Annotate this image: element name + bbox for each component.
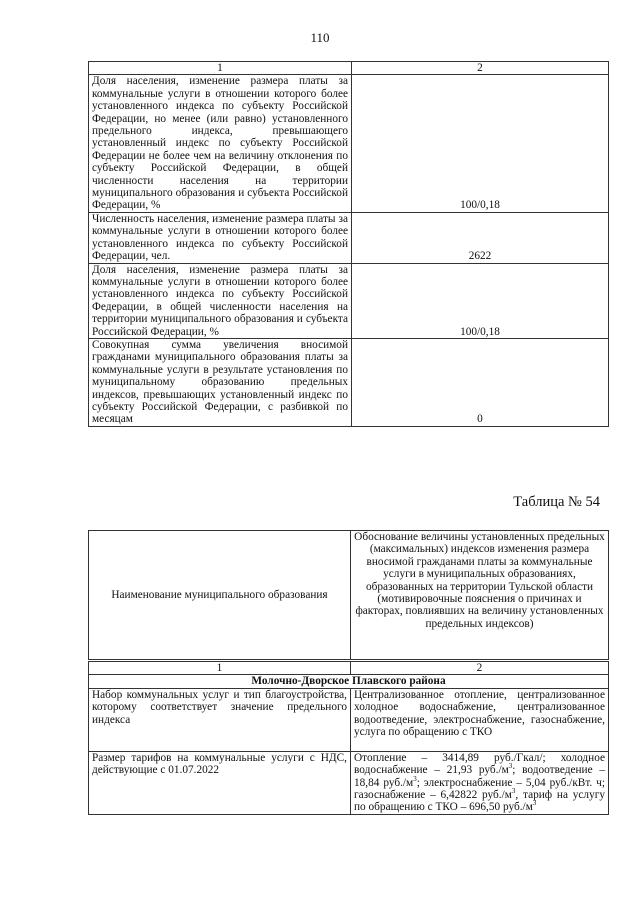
header-justification: Обоснование величины установленных предельных (максимальных) индексов изменения размера вносимой гражданами платы за коммунальные услуги в муниципальных образованиях, образованных на территории Тульской области (мотивировочные пояснения о причинах и факторах, повлиявших на величину установленных предельных индексов) [351, 531, 609, 661]
row-value: 100/0,18 [352, 263, 609, 338]
table-row [89, 212, 609, 263]
table-header-row [89, 531, 609, 661]
page-number: 110 [310, 30, 330, 45]
row-label: Численность населения, изменение размера платы за коммунальные услуги в отношении которого более установленного индекса по субъекту Российской Федерации, чел. [89, 212, 352, 263]
row-label: Доля населения, изменение размера платы за коммунальные услуги в отношении которого более установленного индекса по субъекту Российской Федерации, в общей численности населения на территории муниципального образования и субъекта Российской Федерации, % [89, 263, 352, 338]
column-header: 2 [351, 661, 609, 675]
region-name: Молочно-Дворское Плавского района [89, 675, 609, 688]
tariff-gas: газоснабжение – 6,42822 руб./м [354, 789, 512, 802]
region-row [89, 675, 609, 688]
row-label: Размер тарифов на коммунальные услуги с НДС, действующие с 01.07.2022 [89, 751, 351, 814]
tariff-electricity: электроснабжение – 5,04 руб./кВт. ч; [423, 776, 605, 789]
column-header: 1 [89, 62, 352, 75]
row-value: 0 [352, 338, 609, 426]
indicators-table [88, 61, 609, 427]
column-header: 2 [352, 62, 609, 75]
tariff-tko: тариф на услугу по обращению с ТКО – 696,50 руб./м [354, 789, 605, 814]
column-number-row [89, 661, 609, 675]
row-value: Централизованное отопление, централизованное холодное водоснабжение, централизованное водоотведение, электроснабжение, газоснабжение, услуга по обращению с ТКО [351, 688, 609, 751]
tariffs-cell: Отопление – 3414,89 руб./Гкал/; холодное водоснабжение – 21,93 $руб./м^3$; водоотведение – 18,84 $руб./м^3$; электроснабжение – 5,04 руб./кВт. ч; газоснабжение – 6,42822 $руб./м^3$, тариф на услугу по обращению с ТКО – 696,50 $руб./м^3$ [351, 751, 609, 814]
table-caption: Таблица № 54 [513, 494, 600, 510]
column-header: 1 [89, 661, 351, 675]
tariff-cold-water: холодное водоснабжение – 21,93 руб./м [354, 751, 605, 777]
row-value: 2622 [352, 212, 609, 263]
row-label: Набор коммунальных услуг и тип благоустройства, которому соответствует значение предельного индекса [89, 688, 351, 751]
row-label: Совокупная сумма увеличения вносимой гражданами муниципального образования платы за коммунальные услуги в результате установления по муниципальному образованию предельных индексов, превышающих установленный индекс по субъекту Российской Федерации, с разбивкой по месяцам [89, 338, 352, 426]
tariff-drainage: водоотведение – 18,84 руб./м [354, 764, 605, 789]
table-header-row [89, 62, 609, 75]
justification-table [88, 530, 609, 815]
table-row [89, 338, 609, 426]
table-row [89, 263, 609, 338]
table-row [89, 688, 609, 751]
row-value: 100/0,18 [352, 75, 609, 212]
table-row [89, 751, 609, 814]
table-row [89, 75, 609, 212]
row-label: Доля населения, изменение размера платы за коммунальные услуги в отношении которого более установленного индекса по субъекту Российской Федерации, но менее (или равно) установленного предельного индекса, превышающего установленный индекс по субъекту Российской Федерации не более чем на величину отклонения по субъекту Российской Федерации, в общей численности населения на территории муниципального образования и субъекта Российской Федерации, % [89, 75, 352, 212]
header-municipality: Наименование муниципального образования [89, 531, 351, 661]
tariff-heating: Отопление – 3414,89 руб./Гкал/; [354, 751, 546, 764]
